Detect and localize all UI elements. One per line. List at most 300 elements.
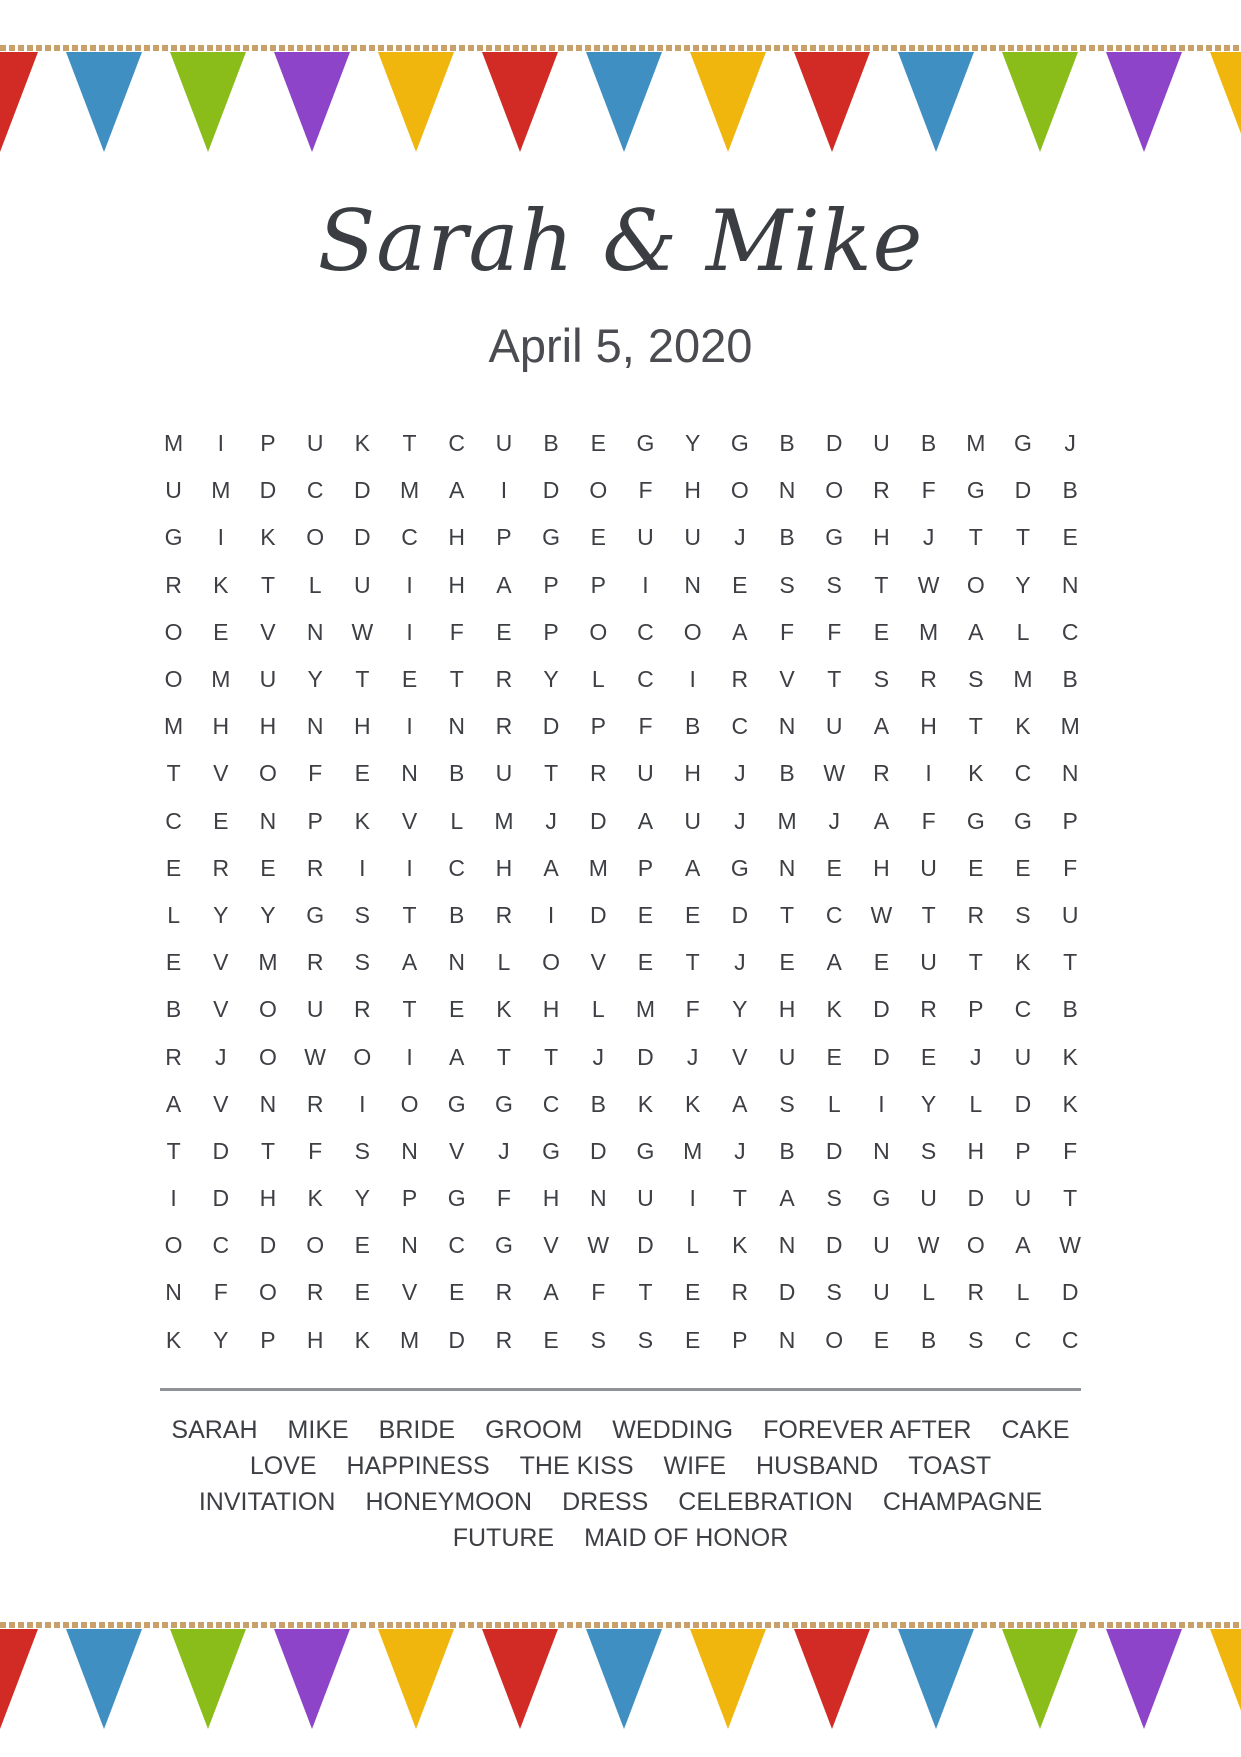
grid-letter: F [780, 618, 795, 645]
grid-letter: P [590, 713, 606, 740]
bunting-flag [66, 1629, 142, 1729]
grid-letter: N [448, 949, 466, 976]
grid-letter: M [635, 996, 656, 1023]
grid-letter: E [1062, 524, 1078, 551]
bunting-flag [1002, 52, 1078, 152]
grid-letter: H [920, 713, 937, 740]
bunting-flag [274, 52, 350, 152]
grid-letter: G [494, 1090, 513, 1117]
grid-letter: S [968, 1326, 984, 1353]
grid-letter: A [165, 1090, 182, 1117]
grid-letter: O [306, 1232, 325, 1259]
grid-letter: G [636, 1137, 655, 1164]
grid-letter: R [967, 901, 985, 928]
word-list-item: WIFE [663, 1452, 727, 1480]
grid-letter: B [543, 430, 559, 457]
grid-letter: J [592, 1043, 605, 1070]
grid-letter: M [919, 618, 939, 645]
grid-letter: D [825, 1137, 843, 1164]
grid-letter: D [212, 1185, 230, 1212]
grid-letter: V [213, 1090, 229, 1117]
grid-letter: L [969, 1090, 983, 1117]
grid-letter: Y [307, 666, 323, 693]
grid-letter: J [734, 807, 746, 834]
grid-letter: P [543, 571, 559, 598]
word-list-line [130, 1412, 1111, 1448]
grid-letter: U [306, 996, 324, 1023]
bunting-flag [1106, 52, 1182, 152]
grid-letter: G [872, 1185, 891, 1212]
grid-letter: K [968, 760, 984, 787]
word-list-item: HONEYMOON [365, 1488, 533, 1516]
grid-letter: H [778, 996, 796, 1023]
bunting-flag [378, 1629, 454, 1729]
grid-letter: G [306, 901, 325, 928]
grid-letter: G [164, 524, 183, 551]
grid-letter: F [921, 807, 936, 834]
grid-letter: B [449, 901, 465, 928]
grid-letter: N [259, 807, 277, 834]
grid-letter: D [778, 1279, 796, 1306]
grid-letter: C [542, 1090, 560, 1117]
grid-letter: G [542, 1137, 561, 1164]
grid-letter: B [779, 1137, 795, 1164]
grid-letter: K [1062, 1090, 1078, 1117]
grid-letter: A [543, 1279, 559, 1306]
grid-letter: L [1016, 618, 1030, 645]
grid-letter: V [213, 996, 229, 1023]
grid-letter: E [873, 1326, 890, 1353]
grid-letter: S [826, 1279, 842, 1306]
grid-letter: O [966, 1232, 985, 1259]
grid-letter: O [825, 1326, 844, 1353]
bunting-flag [794, 52, 870, 152]
grid-letter: I [170, 1185, 177, 1212]
grid-letter: K [1062, 1043, 1078, 1070]
grid-letter: U [1014, 1043, 1032, 1070]
grid-letter: O [306, 524, 325, 551]
grid-letter: O [683, 618, 702, 645]
grid-letter: N [306, 618, 324, 645]
grid-letter: P [968, 996, 984, 1023]
grid-letter: F [449, 618, 464, 645]
grid-letter: N [589, 1185, 607, 1212]
grid-letter: V [449, 1137, 465, 1164]
grid-letter: H [873, 524, 890, 551]
grid-letter: G [1014, 807, 1032, 834]
grid-letter: L [167, 901, 180, 928]
grid-letter: L [1016, 1279, 1030, 1306]
grid-letter: T [544, 1043, 559, 1070]
grid-letter: I [359, 854, 366, 881]
grid-letter: I [547, 901, 555, 928]
grid-letter: T [544, 760, 559, 787]
grid-letter: A [1015, 1232, 1031, 1259]
grid-letter: E [496, 618, 512, 645]
word-list [130, 1412, 1111, 1556]
grid-letter: M [966, 430, 986, 457]
grid-letter: J [734, 1137, 746, 1164]
grid-letter: E [213, 807, 229, 834]
grid-letter: P [307, 807, 323, 834]
grid-letter: J [970, 1043, 982, 1070]
grid-letter: Y [213, 1326, 229, 1353]
grid-letter: R [306, 854, 324, 881]
grid-letter: A [732, 1090, 748, 1117]
bunting-bottom [0, 1617, 1241, 1757]
word-list-line [130, 1484, 1111, 1520]
grid-letter: S [1015, 901, 1031, 928]
grid-letter: N [259, 1090, 277, 1117]
divider-line [160, 1388, 1081, 1391]
word-list-item: HAPPINESS [346, 1452, 490, 1480]
bunting-flag [1210, 52, 1241, 152]
grid-letter: P [1015, 1137, 1031, 1164]
grid-letter: U [1061, 901, 1079, 928]
grid-letter: M [777, 807, 797, 834]
grid-letter: C [1014, 1326, 1032, 1353]
grid-letter: R [731, 666, 749, 693]
grid-letter: A [637, 807, 654, 834]
bunting-flag [690, 52, 766, 152]
grid-letter: T [968, 949, 983, 976]
grid-letter: H [542, 1185, 560, 1212]
grid-letter: H [259, 713, 277, 740]
grid-letter: T [496, 1043, 511, 1070]
grid-letter: C [637, 666, 654, 693]
grid-letter: B [779, 760, 795, 787]
grid-letter: N [684, 571, 701, 598]
grid-letter: R [306, 1279, 324, 1306]
grid-letter: B [684, 713, 701, 740]
grid-letter: O [259, 760, 277, 787]
word-list-item: MAID OF HONOR [584, 1524, 789, 1552]
grid-letter: L [827, 1090, 841, 1117]
grid-letter: H [448, 571, 466, 598]
grid-letter: L [591, 666, 605, 693]
word-list-item: BRIDE [378, 1416, 456, 1444]
grid-letter: O [400, 1090, 419, 1117]
bunting-flag [898, 52, 974, 152]
grid-letter: A [779, 1185, 795, 1212]
grid-letter: I [217, 430, 224, 457]
grid-letter: T [874, 571, 889, 598]
grid-letter: T [402, 430, 417, 457]
bunting-flag [690, 1629, 766, 1729]
grid-letter: R [495, 1326, 513, 1353]
grid-letter: V [213, 949, 229, 976]
grid-letter: I [406, 713, 413, 740]
grid-letter: M [211, 477, 231, 504]
grid-letter: D [212, 1137, 230, 1164]
grid-letter: T [166, 1137, 181, 1164]
word-list-item: CAKE [1001, 1416, 1070, 1444]
grid-letter: F [213, 1279, 228, 1306]
grid-letter: U [495, 430, 513, 457]
grid-letter: M [683, 1137, 703, 1164]
bunting-flag [170, 52, 246, 152]
grid-letter: T [638, 1279, 653, 1306]
grid-letter: E [826, 1043, 842, 1070]
grid-letter: O [825, 477, 844, 504]
grid-letter: S [354, 901, 371, 928]
grid-letter: B [165, 996, 182, 1023]
grid-letter: V [401, 807, 418, 834]
grid-letter: M [588, 854, 608, 881]
grid-letter: Y [920, 1090, 937, 1117]
grid-letter: T [1063, 1185, 1078, 1212]
grid-letter: O [589, 477, 608, 504]
grid-letter: G [730, 854, 749, 881]
grid-letter: K [260, 524, 276, 551]
grid-letter: T [968, 713, 983, 740]
grid-letter: G [494, 1232, 513, 1259]
grid-letter: T [1063, 949, 1078, 976]
grid-letter: I [689, 666, 696, 693]
grid-letter: H [306, 1326, 324, 1353]
grid-letter: S [779, 571, 795, 598]
word-list-item: TOAST [908, 1452, 992, 1480]
grid-letter: D [448, 1326, 466, 1353]
grid-letter: R [306, 949, 324, 976]
grid-letter: L [591, 996, 605, 1023]
grid-letter: R [495, 666, 513, 693]
grid-letter: Y [1015, 571, 1031, 598]
grid-letter: U [1014, 1185, 1032, 1212]
grid-letter: M [1060, 713, 1080, 740]
grid-letter: T [968, 524, 983, 551]
grid-letter: F [638, 713, 653, 740]
grid-letter: J [734, 949, 746, 976]
grid-letter: V [732, 1043, 748, 1070]
grid-letter: S [779, 1090, 795, 1117]
grid-letter: V [590, 949, 606, 976]
grid-letter: J [1064, 430, 1076, 457]
grid-letter: E [637, 901, 654, 928]
grid-letter: P [1062, 807, 1078, 834]
grid-letter: K [354, 807, 371, 834]
grid-letter: C [448, 854, 466, 881]
grid-letter: R [165, 1043, 182, 1070]
grid-letter: G [447, 1090, 466, 1117]
grid-letter: K [165, 1326, 182, 1353]
grid-letter: J [734, 524, 746, 551]
grid-letter: H [212, 713, 230, 740]
grid-letter: E [213, 618, 229, 645]
grid-letter: N [1061, 760, 1079, 787]
grid-letter: U [637, 1185, 654, 1212]
grid-letter: D [731, 901, 749, 928]
bunting-flag [0, 1629, 38, 1729]
grid-letter: U [873, 1232, 890, 1259]
grid-letter: P [401, 1185, 418, 1212]
grid-letter: F [308, 760, 323, 787]
word-list-item: WEDDING [612, 1416, 734, 1444]
grid-letter: E [449, 996, 465, 1023]
bunting-flag [482, 1629, 558, 1729]
grid-letter: B [590, 1090, 606, 1117]
grid-letter: C [637, 618, 654, 645]
grid-letter: H [354, 713, 371, 740]
grid-letter: O [164, 666, 183, 693]
grid-letter: T [260, 571, 275, 598]
grid-letter: M [494, 807, 514, 834]
bunting-flag [794, 1629, 870, 1729]
grid-letter: N [448, 713, 466, 740]
grid-letter: P [637, 854, 654, 881]
grid-letter: P [260, 430, 276, 457]
grid-letter: S [637, 1326, 654, 1353]
bunting-flag [378, 52, 454, 152]
grid-letter: H [542, 996, 560, 1023]
grid-letter: C [306, 477, 324, 504]
grid-letter: U [920, 1185, 937, 1212]
grid-letter: R [165, 571, 182, 598]
grid-letter: E [732, 571, 748, 598]
word-list-item: MIKE [287, 1416, 349, 1444]
grid-letter: U [637, 760, 654, 787]
bunting-flag [1210, 1629, 1241, 1729]
grid-letter: F [685, 996, 700, 1023]
grid-letter: V [260, 618, 276, 645]
grid-letter: T [449, 666, 464, 693]
grid-letter: A [968, 618, 984, 645]
grid-letter: O [259, 1279, 277, 1306]
bunting-flag [274, 1629, 350, 1729]
grid-letter: R [354, 996, 371, 1023]
grid-letter: E [543, 1326, 559, 1353]
grid-letter: L [922, 1279, 935, 1306]
grid-letter: V [543, 1232, 559, 1259]
grid-letter: D [637, 1043, 654, 1070]
grid-letter: U [495, 760, 513, 787]
grid-letter: G [636, 430, 655, 457]
grid-letter: U [873, 430, 890, 457]
grid-letter: R [873, 760, 890, 787]
grid-letter: D [354, 524, 371, 551]
grid-letter: F [308, 1137, 323, 1164]
grid-letter: T [921, 901, 936, 928]
grid-letter: K [354, 1326, 371, 1353]
bunting-flag [586, 52, 662, 152]
grid-letter: R [495, 901, 513, 928]
grid-letter: N [778, 713, 796, 740]
grid-letter: H [967, 1137, 985, 1164]
grid-letter: N [778, 1232, 796, 1259]
grid-letter: C [1061, 1326, 1079, 1353]
grid-letter: F [496, 1185, 511, 1212]
grid-letter: D [637, 1232, 654, 1259]
grid-letter: U [165, 477, 182, 504]
grid-letter: I [925, 760, 932, 787]
grid-letter: A [401, 949, 418, 976]
grid-letter: O [353, 1043, 372, 1070]
grid-letter: U [637, 524, 654, 551]
grid-letter: W [351, 618, 374, 645]
grid-letter: E [684, 901, 701, 928]
grid-letter: E [354, 760, 371, 787]
grid-letter: J [686, 1043, 699, 1070]
grid-letter: O [259, 996, 277, 1023]
grid-letter: J [545, 807, 557, 834]
bunting-flag [66, 52, 142, 152]
grid-letter: W [917, 571, 940, 598]
grid-letter: C [1014, 996, 1032, 1023]
grid-letter: C [1014, 760, 1032, 787]
grid-letter: E [873, 949, 890, 976]
grid-letter: O [966, 571, 985, 598]
grid-letter: E [165, 949, 182, 976]
grid-letter: Y [684, 430, 701, 457]
bunting-flag [1002, 1629, 1078, 1729]
grid-letter: A [496, 571, 512, 598]
grid-letter: S [968, 666, 984, 693]
grid-letter: O [164, 618, 183, 645]
grid-letter: B [779, 524, 795, 551]
grid-letter: E [260, 854, 276, 881]
grid-letter: M [211, 666, 231, 693]
grid-letter: T [732, 1185, 747, 1212]
grid-letter: A [684, 854, 701, 881]
grid-letter: R [306, 1090, 324, 1117]
grid-letter: Y [732, 996, 748, 1023]
grid-letter: T [780, 901, 795, 928]
grid-letter: H [448, 524, 466, 551]
grid-letter: E [684, 1279, 701, 1306]
grid-letter: I [217, 524, 224, 551]
word-search-grid [150, 420, 1094, 1360]
bunting-flag [170, 1629, 246, 1729]
grid-letter: W [917, 1232, 940, 1259]
grid-letter: A [826, 949, 842, 976]
grid-letter: N [401, 1232, 418, 1259]
grid-letter: T [1015, 524, 1030, 551]
grid-letter: G [542, 524, 561, 551]
grid-letter: S [354, 949, 371, 976]
grid-letter: O [164, 1232, 183, 1259]
grid-letter: N [401, 1137, 418, 1164]
grid-letter: E [449, 1279, 465, 1306]
grid-letter: D [589, 807, 607, 834]
grid-letter: E [165, 854, 182, 881]
grid-letter: H [684, 477, 701, 504]
grid-letter: S [590, 1326, 606, 1353]
grid-letter: U [873, 1279, 890, 1306]
grid-letter: C [165, 807, 182, 834]
grid-letter: F [591, 1279, 606, 1306]
grid-letter: D [589, 901, 607, 928]
grid-letter: U [684, 524, 701, 551]
grid-letter: G [447, 1185, 466, 1212]
grid-letter: C [401, 524, 418, 551]
grid-letter: K [354, 430, 371, 457]
grid-letter: F [638, 477, 653, 504]
grid-letter: C [212, 1232, 230, 1259]
grid-letter: P [543, 618, 559, 645]
bunting-flag [0, 52, 38, 152]
grid-letter: S [826, 571, 842, 598]
grid-letter: T [402, 996, 417, 1023]
grid-letter: E [779, 949, 795, 976]
grid-letter: C [1061, 618, 1079, 645]
grid-letter: B [1062, 666, 1078, 693]
grid-letter: I [689, 1185, 696, 1212]
wedding-date: April 5, 2020 [488, 319, 753, 372]
grid-letter: D [354, 477, 371, 504]
grid-letter: S [354, 1137, 371, 1164]
grid-letter: D [873, 996, 890, 1023]
grid-letter: J [215, 1043, 227, 1070]
